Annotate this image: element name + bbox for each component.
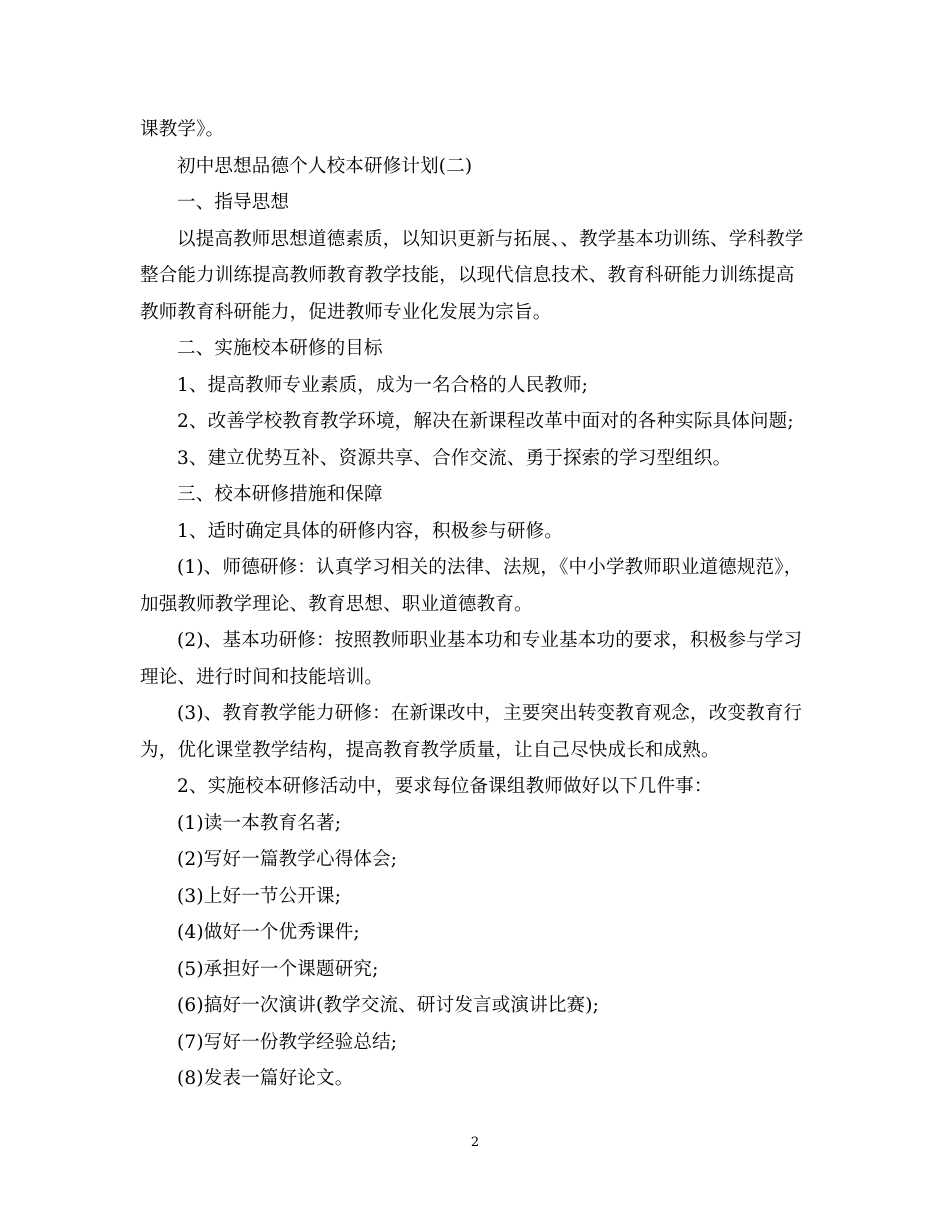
paragraph-guiding-ideology: 以提高教师思想道德素质，以知识更新与拓展、、教学基本功训练、学科教学整合能力训练提高教师教育教学技能，以现代信息技术、教育科研能力训练提高教师教育科研能力，促进教师专业化发展为宗旨。 — [140, 228, 804, 323]
measure-item-2: 2、实施校本研修活动中，要求每位备课组教师做好以下几件事： — [177, 776, 713, 797]
measure-subitem-2: (2)、基本功研修：按照教师职业基本功和专业基本功的要求，积极参与学习理论、进行时间和技能培训。 — [140, 630, 803, 688]
task-item-4: (4)做好一个优秀课件; — [177, 922, 360, 943]
task-item-1: (1)读一本教育名著; — [177, 812, 342, 834]
task-item-6: (6)搞好一次演讲(教学交流、研讨发言或演讲比赛); — [177, 995, 600, 1016]
measure-item-1: 1、适时确定具体的研修内容，积极参与研修。 — [177, 520, 563, 542]
heading-goals: 二、实施校本研修的目标 — [177, 338, 383, 359]
heading-guiding-ideology: 一、指导思想 — [177, 192, 290, 213]
goal-item-2: 2、改善学校教育教学环境，解决在新课程改革中面对的各种实际具体问题; — [177, 411, 794, 432]
task-item-3: (3)上好一节公开课; — [177, 885, 342, 907]
page-number: 2 — [470, 1135, 480, 1150]
task-item-2: (2)写好一篇教学心得体会; — [177, 849, 398, 870]
goal-item-1: 1、提高教师专业素质，成为一名合格的人民教师; — [177, 374, 589, 396]
document-body — [140, 112, 810, 1098]
measure-subitem-1: (1)、师德研修：认真学习相关的法律、法规，《中小学教师职业道德规范》，加强教师教学理论、教育思想、职业道德教育。 — [140, 557, 803, 615]
paragraph-continuation: 课教学》。 — [140, 119, 225, 140]
task-item-7: (7)写好一份教学经验总结; — [177, 1031, 398, 1053]
task-item-5: (5)承担好一个课题研究; — [177, 958, 379, 980]
measure-subitem-3: (3)、教育教学能力研修：在新课改中，主要突出转变教育观念，改变教育行为，优化课堂教学结构，提高教育教学质量，让自己尽快成长和成熟。 — [140, 703, 803, 761]
section-subtitle: 初中思想品德个人校本研修计划(二) — [177, 155, 473, 177]
goal-item-3: 3、建立优势互补、资源共享、合作交流、勇于探索的学习型组织。 — [177, 447, 732, 469]
heading-measures: 三、校本研修措施和保障 — [177, 484, 383, 505]
task-item-8: (8)发表一篇好论文。 — [177, 1068, 354, 1089]
